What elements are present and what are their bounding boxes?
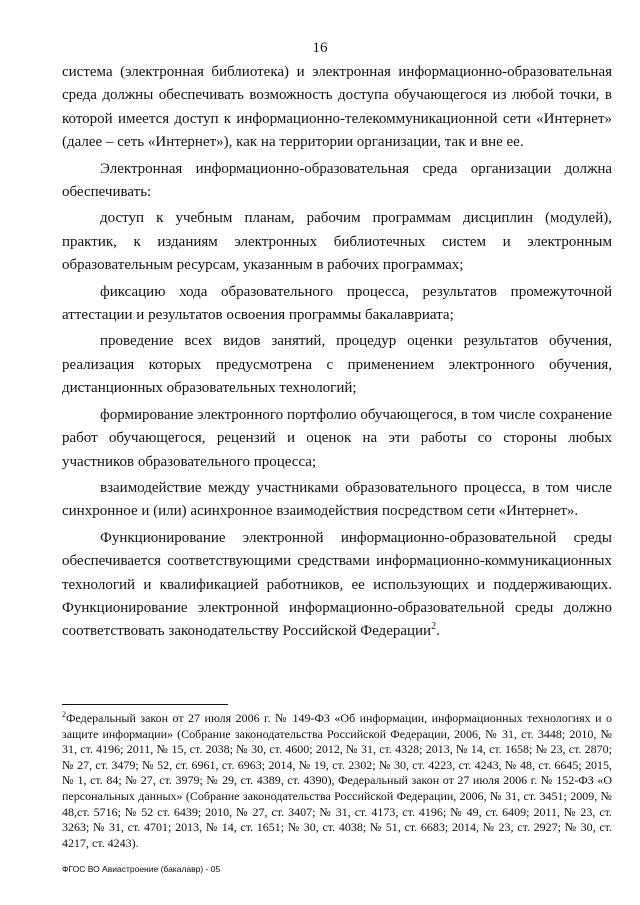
paragraph: доступ к учебным планам, рабочим программам дисциплин (модулей), практик, к изданиям электронных библиотечных систем и электронным образовательным ресурсам, указанным в рабочих программах; [62,210,612,274]
main-text [62,61,612,644]
paragraph: проведение всех видов занятий, процедур оценки результатов обучения, реализация которых предусмотрена с применением электронного обучения, дистанционных образовательных технологий; [62,333,612,397]
footnote-reference: 2 [431,621,437,633]
paragraph: формирование электронного портфолио обучающегося, в том числе сохранение работ обучающегося, рецензий и оценок на эти работы со стороны любых участников образовательного процесса; [62,406,612,470]
page-number: 16 [312,40,328,56]
paragraph-with-footnote: Функционирование электронной информационно-образовательной среды обеспечивается соответствующими средствами информационно-коммуникационных технологий и квалификацией работников, ее использующих и поддерживающих. Функционирование электронной информационно-образовательной среды должно соответствовать законодательству Российской Федерации$^2$. [62,529,612,640]
paragraph: взаимодействие между участниками образовательного процесса, в том числе синхронное и (или) асинхронное взаимодействия посредством сети «Интернет». [62,479,612,520]
document-footer: ФГОС ВО Авиастроение (бакалавр) - 05 [62,864,221,874]
footnote [62,711,612,851]
footnote-separator [62,704,228,705]
footnote-number: 2 [62,710,66,719]
paragraph: Электронная информационно-образовательная среда организации должна обеспечивать: [62,160,612,201]
paragraph: фиксацию хода образовательного процесса, результатов промежуточной аттестации и результатов освоения программы бакалавриата; [62,283,612,324]
paragraph-text: Функционирование электронной информационно-образовательной среды обеспечивается соответствующими средствами информационно-коммуникационных технологий и квалификацией работников, ее использующих и поддерживающих. Функционирование электронной информационно-образовательной среды должно соответствовать законодательству Российской Федерации [62,529,612,640]
footnote-text: Федеральный закон от 27 июля 2006 г. № 149-ФЗ «Об информации, информационных технологиях и о защите информации» (Собрание законодательства Российской Федерации, 2006, № 31, ст. 3448; 2010, № 31, ст. 4196; 2011, № 15, ст. 2038; № 30, ст. 4600; 2012, № 31, ст. 4328; 2013, № 14, ст. 1658; № 23, ст. 2870; № 27, ст. 3479; № 52, ст. 6961, ст. 6963; 2014, № 19, ст. 2302; № 30, ст. 4223, ст. 4243, № 48, ст. 6645; 2015, № 1, ст. 84; № 27, ст. 3979; № 29, ст. 4389, ст. 4390), Федеральный закон от 27 июля 2006 г. № 152-ФЗ «О персональных данных» (Собрание законодательства Российской Федерации, 2006, № 31, ст. 3451; 2009, № 48,ст. 5716; № 52 ст. 6439; 2010, № 27, ст. 3407; № 31, ст. 4173, ст. 4196; № 49, ст. 6409; 2011, № 23, ст. 3263; № 31, ст. 4701; 2013, № 14, ст. 1651; № 30, ст. 4038; № 51, ст. 6683; 2014, № 23, ст. 2927; № 30, ст. 4217, ст. 4243). [62,711,612,850]
paragraph: система (электронная библиотека) и электронная информационно-образовательная среда должны обеспечивать возможность доступа обучающегося из любой точки, в которой имеется доступ к информационно-телекоммуникационной сети «Интернет» (далее – сеть «Интернет»), как на территории организации, так и вне ее. [62,64,612,151]
